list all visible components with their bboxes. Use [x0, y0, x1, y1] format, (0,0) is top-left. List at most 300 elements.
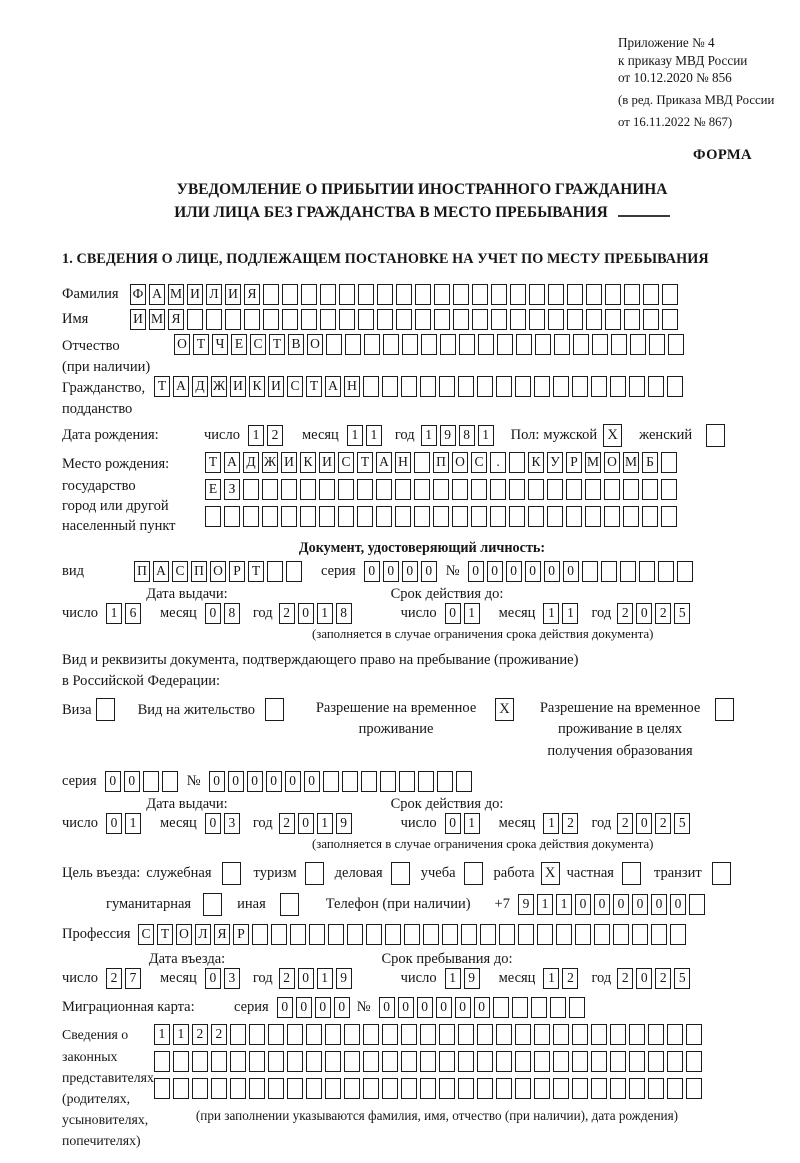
char-cell[interactable]	[662, 284, 678, 305]
char-cell[interactable]: 1	[347, 425, 363, 446]
char-cell[interactable]	[661, 452, 677, 473]
char-cell[interactable]: 0	[379, 997, 395, 1018]
char-cell[interactable]	[271, 924, 287, 945]
char-cell[interactable]	[553, 1078, 569, 1099]
char-cell[interactable]	[585, 506, 601, 527]
char-cell[interactable]	[344, 1024, 360, 1045]
char-cell[interactable]: А	[149, 284, 165, 305]
char-cell[interactable]	[377, 309, 393, 330]
char-cell[interactable]: П	[134, 561, 150, 582]
char-cell[interactable]: О	[307, 334, 323, 355]
char-cell[interactable]	[610, 1024, 626, 1045]
char-cell[interactable]	[458, 376, 474, 397]
char-cell[interactable]	[534, 1078, 550, 1099]
char-cell[interactable]	[263, 309, 279, 330]
char-cell[interactable]	[715, 698, 734, 721]
char-cell[interactable]	[377, 284, 393, 305]
char-cell[interactable]	[509, 452, 525, 473]
char-cell[interactable]: Л	[206, 284, 222, 305]
char-cell[interactable]	[591, 376, 607, 397]
char-cell[interactable]	[518, 924, 534, 945]
char-cell[interactable]	[610, 1078, 626, 1099]
char-cell[interactable]: 0	[525, 561, 541, 582]
char-cell[interactable]	[286, 561, 302, 582]
char-cell[interactable]: И	[130, 309, 146, 330]
char-cell[interactable]	[224, 506, 240, 527]
char-cell[interactable]: 0	[364, 561, 380, 582]
char-cell[interactable]	[401, 376, 417, 397]
char-cell[interactable]	[325, 1051, 341, 1072]
char-cell[interactable]: У	[547, 452, 563, 473]
char-cell[interactable]: 0	[417, 997, 433, 1018]
char-cell[interactable]	[401, 1024, 417, 1045]
char-cell[interactable]: И	[187, 284, 203, 305]
char-cell[interactable]	[509, 479, 525, 500]
char-cell[interactable]	[230, 1078, 246, 1099]
char-cell[interactable]	[569, 997, 585, 1018]
char-cell[interactable]	[510, 284, 526, 305]
char-cell[interactable]: 1	[317, 813, 333, 834]
char-cell[interactable]: Р	[233, 924, 249, 945]
char-cell[interactable]	[639, 561, 655, 582]
char-cell[interactable]	[319, 506, 335, 527]
char-cell[interactable]: 0	[421, 561, 437, 582]
char-cell[interactable]	[661, 506, 677, 527]
char-cell[interactable]	[437, 771, 453, 792]
char-cell[interactable]: .	[490, 452, 506, 473]
char-cell[interactable]	[534, 1024, 550, 1045]
char-cell[interactable]: 1	[421, 425, 437, 446]
char-cell[interactable]	[404, 924, 420, 945]
char-cell[interactable]	[515, 1024, 531, 1045]
char-cell[interactable]	[630, 334, 646, 355]
char-cell[interactable]: М	[585, 452, 601, 473]
char-cell[interactable]	[287, 1051, 303, 1072]
char-cell[interactable]: 0	[445, 813, 461, 834]
char-cell[interactable]: 1	[464, 813, 480, 834]
char-cell[interactable]	[553, 1024, 569, 1045]
char-cell[interactable]: 5	[674, 813, 690, 834]
char-cell[interactable]	[325, 1078, 341, 1099]
char-cell[interactable]	[591, 1078, 607, 1099]
char-cell[interactable]	[300, 506, 316, 527]
char-cell[interactable]	[461, 924, 477, 945]
char-cell[interactable]	[320, 284, 336, 305]
char-cell[interactable]	[490, 506, 506, 527]
char-cell[interactable]: Р	[229, 561, 245, 582]
char-cell[interactable]	[319, 479, 335, 500]
char-cell[interactable]: О	[174, 334, 190, 355]
char-cell[interactable]	[420, 1078, 436, 1099]
char-cell[interactable]	[592, 334, 608, 355]
char-cell[interactable]	[667, 376, 683, 397]
char-cell[interactable]	[205, 506, 221, 527]
char-cell[interactable]	[383, 334, 399, 355]
char-cell[interactable]: 2	[562, 813, 578, 834]
char-cell[interactable]	[154, 1078, 170, 1099]
char-cell[interactable]	[648, 1078, 664, 1099]
char-cell[interactable]: 0	[632, 894, 648, 915]
char-cell[interactable]	[553, 376, 569, 397]
char-cell[interactable]: 1	[543, 813, 559, 834]
char-cell[interactable]	[162, 771, 178, 792]
char-cell[interactable]: 0	[296, 997, 312, 1018]
char-cell[interactable]	[347, 924, 363, 945]
char-cell[interactable]: Т	[205, 452, 221, 473]
char-cell[interactable]	[499, 924, 515, 945]
char-cell[interactable]: Т	[193, 334, 209, 355]
char-cell[interactable]	[382, 1078, 398, 1099]
char-cell[interactable]: 1	[248, 425, 264, 446]
char-cell[interactable]	[643, 309, 659, 330]
char-cell[interactable]: О	[176, 924, 192, 945]
char-cell[interactable]	[357, 506, 373, 527]
char-cell[interactable]: 2	[211, 1024, 227, 1045]
char-cell[interactable]	[395, 506, 411, 527]
char-cell[interactable]	[439, 1024, 455, 1045]
char-cell[interactable]	[385, 924, 401, 945]
char-cell[interactable]	[452, 479, 468, 500]
char-cell[interactable]	[433, 506, 449, 527]
char-cell[interactable]: 0	[474, 997, 490, 1018]
char-cell[interactable]	[689, 894, 705, 915]
char-cell[interactable]	[262, 479, 278, 500]
char-cell[interactable]: 0	[670, 894, 686, 915]
char-cell[interactable]	[515, 1051, 531, 1072]
char-cell[interactable]	[401, 1051, 417, 1072]
char-cell[interactable]: 0	[298, 813, 314, 834]
char-cell[interactable]	[667, 1024, 683, 1045]
char-cell[interactable]	[281, 506, 297, 527]
char-cell[interactable]	[548, 284, 564, 305]
char-cell[interactable]: С	[471, 452, 487, 473]
char-cell[interactable]	[712, 862, 731, 885]
char-cell[interactable]: 5	[674, 603, 690, 624]
char-cell[interactable]: Б	[642, 452, 658, 473]
char-cell[interactable]	[643, 284, 659, 305]
char-cell[interactable]	[471, 479, 487, 500]
char-cell[interactable]	[414, 506, 430, 527]
char-cell[interactable]	[496, 1051, 512, 1072]
char-cell[interactable]	[396, 284, 412, 305]
char-cell[interactable]	[249, 1024, 265, 1045]
char-cell[interactable]: Ч	[212, 334, 228, 355]
char-cell[interactable]: М	[623, 452, 639, 473]
char-cell[interactable]: Е	[205, 479, 221, 500]
char-cell[interactable]	[586, 309, 602, 330]
char-cell[interactable]	[363, 376, 379, 397]
char-cell[interactable]: 1	[154, 1024, 170, 1045]
char-cell[interactable]	[320, 309, 336, 330]
char-cell[interactable]: 1	[317, 603, 333, 624]
char-cell[interactable]	[287, 1024, 303, 1045]
char-cell[interactable]: 0	[398, 997, 414, 1018]
char-cell[interactable]	[439, 1078, 455, 1099]
char-cell[interactable]	[566, 479, 582, 500]
char-cell[interactable]	[287, 1078, 303, 1099]
char-cell[interactable]	[268, 1051, 284, 1072]
char-cell[interactable]	[662, 309, 678, 330]
char-cell[interactable]	[249, 1051, 265, 1072]
char-cell[interactable]	[686, 1051, 702, 1072]
char-cell[interactable]	[572, 376, 588, 397]
char-cell[interactable]: А	[325, 376, 341, 397]
char-cell[interactable]	[648, 1051, 664, 1072]
char-cell[interactable]: 0	[277, 997, 293, 1018]
char-cell[interactable]	[192, 1051, 208, 1072]
char-cell[interactable]	[96, 698, 115, 721]
char-cell[interactable]: 0	[636, 603, 652, 624]
char-cell[interactable]	[414, 452, 430, 473]
char-cell[interactable]	[305, 862, 324, 885]
char-cell[interactable]	[464, 862, 483, 885]
char-cell[interactable]	[472, 284, 488, 305]
char-cell[interactable]	[529, 284, 545, 305]
char-cell[interactable]: В	[288, 334, 304, 355]
char-cell[interactable]	[528, 506, 544, 527]
char-cell[interactable]: 0	[228, 771, 244, 792]
char-cell[interactable]	[339, 309, 355, 330]
char-cell[interactable]	[452, 506, 468, 527]
char-cell[interactable]	[624, 309, 640, 330]
char-cell[interactable]: 9	[518, 894, 534, 915]
char-cell[interactable]	[661, 479, 677, 500]
char-cell[interactable]: С	[172, 561, 188, 582]
char-cell[interactable]: И	[230, 376, 246, 397]
char-cell[interactable]: 1	[543, 603, 559, 624]
char-cell[interactable]: 9	[440, 425, 456, 446]
char-cell[interactable]	[572, 1078, 588, 1099]
char-cell[interactable]	[439, 376, 455, 397]
char-cell[interactable]	[418, 771, 434, 792]
char-cell[interactable]: 0	[315, 997, 331, 1018]
char-cell[interactable]	[391, 862, 410, 885]
char-cell[interactable]	[477, 376, 493, 397]
char-cell[interactable]	[531, 997, 547, 1018]
char-cell[interactable]: Я	[244, 284, 260, 305]
char-cell[interactable]	[358, 309, 374, 330]
char-cell[interactable]	[301, 284, 317, 305]
char-cell[interactable]: Т	[154, 376, 170, 397]
char-cell[interactable]	[624, 284, 640, 305]
char-cell[interactable]: 8	[224, 603, 240, 624]
char-cell[interactable]: 0	[594, 894, 610, 915]
char-cell[interactable]: Т	[306, 376, 322, 397]
char-cell[interactable]	[534, 376, 550, 397]
char-cell[interactable]	[496, 1024, 512, 1045]
char-cell[interactable]: Ж	[262, 452, 278, 473]
char-cell[interactable]	[623, 479, 639, 500]
char-cell[interactable]	[363, 1051, 379, 1072]
char-cell[interactable]	[154, 1051, 170, 1072]
char-cell[interactable]	[243, 506, 259, 527]
char-cell[interactable]	[658, 561, 674, 582]
char-cell[interactable]: 6	[125, 603, 141, 624]
char-cell[interactable]	[629, 1024, 645, 1045]
char-cell[interactable]	[339, 284, 355, 305]
char-cell[interactable]	[434, 309, 450, 330]
char-cell[interactable]: З	[224, 479, 240, 500]
char-cell[interactable]: 0	[334, 997, 350, 1018]
char-cell[interactable]	[573, 334, 589, 355]
char-cell[interactable]	[415, 284, 431, 305]
char-cell[interactable]	[554, 334, 570, 355]
char-cell[interactable]	[667, 1051, 683, 1072]
char-cell[interactable]: Ф	[130, 284, 146, 305]
char-cell[interactable]: 2	[106, 968, 122, 989]
char-cell[interactable]: 0	[205, 603, 221, 624]
char-cell[interactable]: 2	[192, 1024, 208, 1045]
char-cell[interactable]	[211, 1051, 227, 1072]
char-cell[interactable]	[553, 1051, 569, 1072]
char-cell[interactable]: 0	[298, 603, 314, 624]
char-cell[interactable]	[629, 376, 645, 397]
char-cell[interactable]: 0	[304, 771, 320, 792]
char-cell[interactable]: Я	[168, 309, 184, 330]
char-cell[interactable]: А	[173, 376, 189, 397]
char-cell[interactable]	[566, 506, 582, 527]
char-cell[interactable]: 3	[224, 813, 240, 834]
char-cell[interactable]: 1	[562, 603, 578, 624]
char-cell[interactable]: 0	[575, 894, 591, 915]
char-cell[interactable]	[537, 924, 553, 945]
char-cell[interactable]	[267, 561, 283, 582]
char-cell[interactable]: 2	[617, 968, 633, 989]
char-cell[interactable]	[610, 1051, 626, 1072]
char-cell[interactable]: 0	[124, 771, 140, 792]
char-cell[interactable]	[399, 771, 415, 792]
char-cell[interactable]	[249, 1078, 265, 1099]
char-cell[interactable]	[363, 1078, 379, 1099]
char-cell[interactable]	[382, 1051, 398, 1072]
char-cell[interactable]: 7	[125, 968, 141, 989]
char-cell[interactable]: А	[376, 452, 392, 473]
char-cell[interactable]: 0	[209, 771, 225, 792]
char-cell[interactable]	[282, 309, 298, 330]
char-cell[interactable]	[547, 479, 563, 500]
char-cell[interactable]	[268, 1024, 284, 1045]
char-cell[interactable]	[420, 1024, 436, 1045]
char-cell[interactable]	[496, 376, 512, 397]
char-cell[interactable]: 3	[224, 968, 240, 989]
char-cell[interactable]: 2	[617, 603, 633, 624]
char-cell[interactable]: И	[225, 284, 241, 305]
char-cell[interactable]: 0	[205, 813, 221, 834]
char-cell[interactable]: 0	[383, 561, 399, 582]
char-cell[interactable]	[326, 334, 342, 355]
char-cell[interactable]	[477, 1078, 493, 1099]
char-cell[interactable]: 0	[487, 561, 503, 582]
char-cell[interactable]	[439, 1051, 455, 1072]
char-cell[interactable]: 1	[317, 968, 333, 989]
char-cell[interactable]	[585, 479, 601, 500]
char-cell[interactable]	[497, 334, 513, 355]
char-cell[interactable]	[477, 1024, 493, 1045]
char-cell[interactable]	[363, 1024, 379, 1045]
char-cell[interactable]	[243, 479, 259, 500]
char-cell[interactable]	[591, 1024, 607, 1045]
char-cell[interactable]	[604, 479, 620, 500]
char-cell[interactable]: 1	[173, 1024, 189, 1045]
char-cell[interactable]: К	[249, 376, 265, 397]
char-cell[interactable]	[323, 771, 339, 792]
char-cell[interactable]	[268, 1078, 284, 1099]
char-cell[interactable]	[547, 506, 563, 527]
char-cell[interactable]	[265, 698, 284, 721]
char-cell[interactable]	[222, 862, 241, 885]
char-cell[interactable]: 0	[247, 771, 263, 792]
char-cell[interactable]	[556, 924, 572, 945]
char-cell[interactable]: 0	[445, 603, 461, 624]
char-cell[interactable]: 9	[464, 968, 480, 989]
char-cell[interactable]	[458, 1024, 474, 1045]
char-cell[interactable]	[281, 479, 297, 500]
char-cell[interactable]	[309, 924, 325, 945]
char-cell[interactable]: М	[149, 309, 165, 330]
char-cell[interactable]	[622, 862, 641, 885]
char-cell[interactable]	[440, 334, 456, 355]
char-cell[interactable]	[382, 1024, 398, 1045]
char-cell[interactable]	[342, 771, 358, 792]
char-cell[interactable]	[548, 309, 564, 330]
char-cell[interactable]	[345, 334, 361, 355]
char-cell[interactable]: 1	[125, 813, 141, 834]
char-cell[interactable]: М	[168, 284, 184, 305]
char-cell[interactable]	[632, 924, 648, 945]
char-cell[interactable]: И	[281, 452, 297, 473]
char-cell[interactable]	[306, 1051, 322, 1072]
char-cell[interactable]	[459, 334, 475, 355]
char-cell[interactable]	[420, 376, 436, 397]
char-cell[interactable]	[300, 479, 316, 500]
char-cell[interactable]	[572, 1051, 588, 1072]
char-cell[interactable]	[361, 771, 377, 792]
char-cell[interactable]	[225, 309, 241, 330]
char-cell[interactable]: 0	[636, 813, 652, 834]
char-cell[interactable]	[301, 309, 317, 330]
char-cell[interactable]	[358, 284, 374, 305]
char-cell[interactable]	[512, 997, 528, 1018]
char-cell[interactable]	[415, 309, 431, 330]
char-cell[interactable]: Н	[344, 376, 360, 397]
char-cell[interactable]	[453, 284, 469, 305]
char-cell[interactable]	[510, 309, 526, 330]
char-cell[interactable]	[230, 1024, 246, 1045]
char-cell[interactable]	[686, 1078, 702, 1099]
char-cell[interactable]	[325, 1024, 341, 1045]
char-cell[interactable]	[534, 1051, 550, 1072]
char-cell[interactable]: Т	[357, 452, 373, 473]
char-cell[interactable]	[668, 334, 684, 355]
char-cell[interactable]	[414, 479, 430, 500]
char-cell[interactable]: О	[210, 561, 226, 582]
char-cell[interactable]: 0	[298, 968, 314, 989]
char-cell[interactable]	[516, 334, 532, 355]
char-cell[interactable]: О	[452, 452, 468, 473]
char-cell[interactable]: 1	[445, 968, 461, 989]
char-cell[interactable]: 0	[506, 561, 522, 582]
char-cell[interactable]: Т	[157, 924, 173, 945]
char-cell[interactable]	[610, 376, 626, 397]
char-cell[interactable]	[262, 506, 278, 527]
char-cell[interactable]	[623, 506, 639, 527]
char-cell[interactable]: 0	[436, 997, 452, 1018]
char-cell[interactable]	[572, 1024, 588, 1045]
char-cell[interactable]	[338, 479, 354, 500]
char-cell[interactable]: 0	[455, 997, 471, 1018]
char-cell[interactable]	[611, 334, 627, 355]
char-cell[interactable]: Т	[248, 561, 264, 582]
